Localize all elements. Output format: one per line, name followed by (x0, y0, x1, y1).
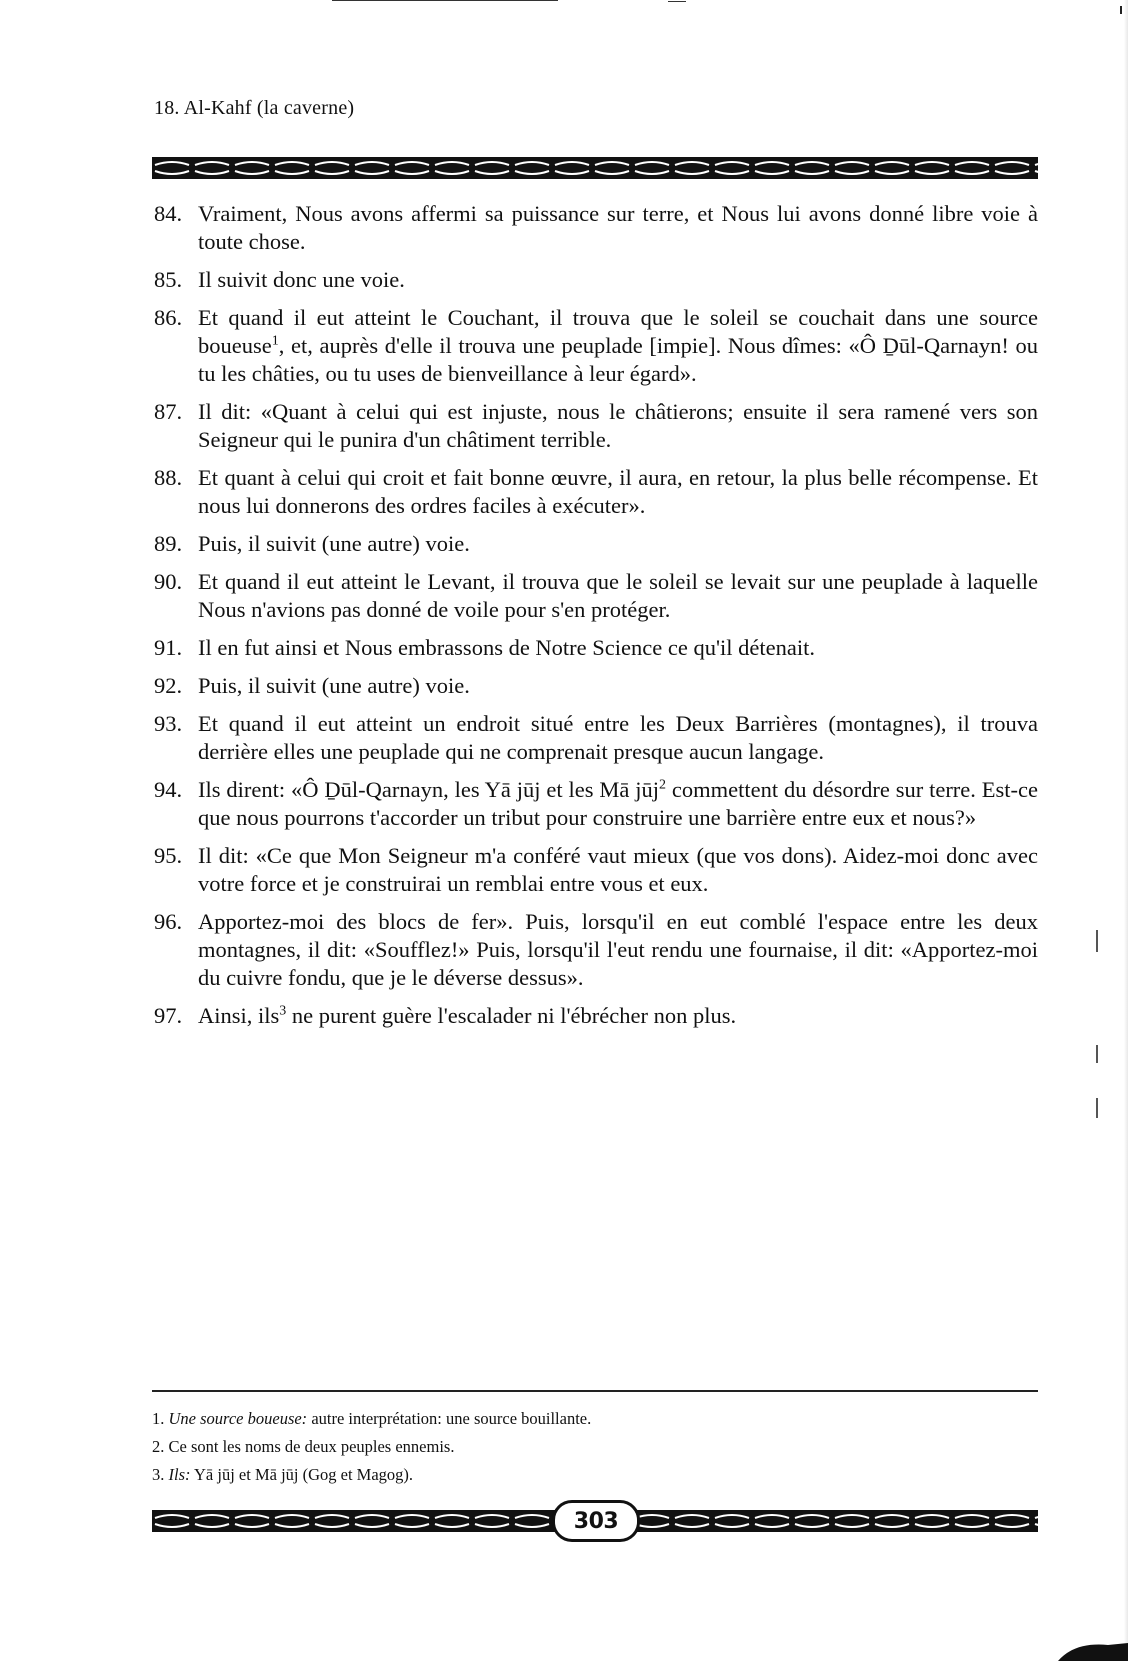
footnote-ref: 1 (271, 333, 279, 349)
verse-text: Et quand il eut atteint un endroit situé entre les Deux Barrières (montagnes), il trouva derrière elles une peuplade qui ne comprenait presque aucun langage. (198, 711, 1038, 764)
scan-corner-blot (1048, 1625, 1128, 1661)
footnote (152, 1405, 1038, 1433)
footnote-list (152, 1405, 1038, 1489)
footnote-text: autre interprétation: une source bouillante. (307, 1409, 592, 1428)
verse (154, 266, 1038, 294)
verse-number: 84. (154, 201, 183, 226)
verse (154, 464, 1038, 520)
verse-number: 95. (154, 843, 183, 868)
footnote (152, 1433, 1038, 1461)
verse (154, 398, 1038, 454)
footnote-term: Ils: (168, 1465, 191, 1484)
verse-text: Puis, il suivit (une autre) voie. (198, 531, 470, 556)
verse (154, 530, 1038, 558)
footnote-term: Une source boueuse: (168, 1409, 308, 1428)
verse-text: Puis, il suivit (une autre) voie. (198, 673, 470, 698)
verse-text: Ils dirent: «Ô D̠ūl-Qarnayn, les Yā jūj et les Mā jūj$^2$ commettent du désordre sur terre. Est-ce que nous pourrons t'accorder un tribut pour construire une barrière entre eux et nous?» (198, 777, 1039, 830)
verse-number: 85. (154, 267, 183, 292)
verse-text: Il suivit donc une voie. (198, 267, 405, 292)
scan-margin-tick (1096, 1045, 1098, 1063)
verse-text: Il dit: «Ce que Mon Seigneur m'a conféré vaut mieux (que vos dons). Aidez-moi donc avec votre force et je construirai un remblai entre vous et eux. (198, 843, 1038, 896)
footnote-number: 3. (152, 1465, 165, 1484)
scan-margin-tick (1096, 1098, 1098, 1118)
verse-number: 90. (154, 569, 183, 594)
verse-number: 89. (154, 531, 183, 556)
scan-top-rule (332, 0, 558, 1)
verse-text: Il en fut ainsi et Nous embrassons de Notre Science ce qu'il détenait. (198, 635, 815, 660)
verse (154, 908, 1038, 992)
verse (154, 634, 1038, 662)
verse (154, 710, 1038, 766)
verse-text: Vraiment, Nous avons affermi sa puissance sur terre, et Nous lui avons donné libre voie à toute chose. (198, 201, 1038, 254)
verse-number: 86. (154, 305, 183, 330)
page-number: 303 (552, 1500, 640, 1542)
ornament-band-top (152, 157, 1038, 179)
verse-number: 96. (154, 909, 183, 934)
verse (154, 200, 1038, 256)
verse-number: 94. (154, 777, 183, 802)
verse-text: Et quand il eut atteint le Couchant, il trouva que le soleil se couchait dans une source boueuse$^1$, et, auprès d'elle il trouva une peuplade [impie]. Nous dîmes: «Ô D̠ūl-Qarnayn! ou tu les châties, ou tu uses de bienveillance à leur égard». (198, 305, 1038, 386)
footnote-ref: 2 (659, 777, 666, 793)
verse-number: 92. (154, 673, 183, 698)
chapter-heading: 18. Al-Kahf (la caverne) (154, 97, 355, 119)
verse-text: Apportez-moi des blocs de fer». Puis, lorsqu'il en eut comblé l'espace entre les deux montagnes, il dit: «Soufflez!» Puis, lorsqu'il l'eut rendu une fournaise, il dit: «Apportez-moi du cuivre fondu, que je le déverse dessus». (198, 909, 1038, 990)
scan-right-edge (1124, 0, 1128, 1661)
footnote-text: Yā jūj et Mā jūj (Gog et Magog). (190, 1465, 414, 1484)
scan-margin-tick (1096, 930, 1098, 952)
verse (154, 1002, 1038, 1030)
verse-number: 88. (154, 465, 183, 490)
verse-number: 97. (154, 1003, 183, 1028)
footnote-text: Ce sont les noms de deux peuples ennemis. (168, 1437, 455, 1456)
verse-text: Il dit: «Quant à celui qui est injuste, nous le châtierons; ensuite il sera ramené vers son Seigneur qui le punira d'un châtiment terrible. (198, 399, 1038, 452)
footnote-number: 2. (152, 1437, 165, 1456)
verse (154, 776, 1038, 832)
scan-corner-mark (1120, 6, 1122, 14)
verse (154, 568, 1038, 624)
footnote-divider (152, 1390, 1038, 1392)
footnote (152, 1461, 1038, 1489)
verse-number: 87. (154, 399, 183, 424)
scan-top-dash (668, 1, 686, 2)
verse (154, 304, 1038, 388)
verse-text: Ainsi, ils$^3$ ne purent guère l'escalader ni l'ébrécher non plus. (198, 1003, 737, 1028)
verse-text: Et quant à celui qui croit et fait bonne œuvre, il aura, en retour, la plus belle récompense. Et nous lui donnerons des ordres faciles à exécuter». (198, 465, 1038, 518)
verse-number: 91. (154, 635, 183, 660)
footnote-ref: 3 (279, 1003, 287, 1019)
verse (154, 672, 1038, 700)
verse-text: Et quand il eut atteint le Levant, il trouva que le soleil se levait sur une peuplade à laquelle Nous n'avions pas donné de voile pour s'en protéger. (198, 569, 1038, 622)
verse (154, 842, 1038, 898)
footnote-number: 1. (152, 1409, 165, 1428)
verse-number: 93. (154, 711, 183, 736)
verse-list (154, 200, 1038, 1040)
